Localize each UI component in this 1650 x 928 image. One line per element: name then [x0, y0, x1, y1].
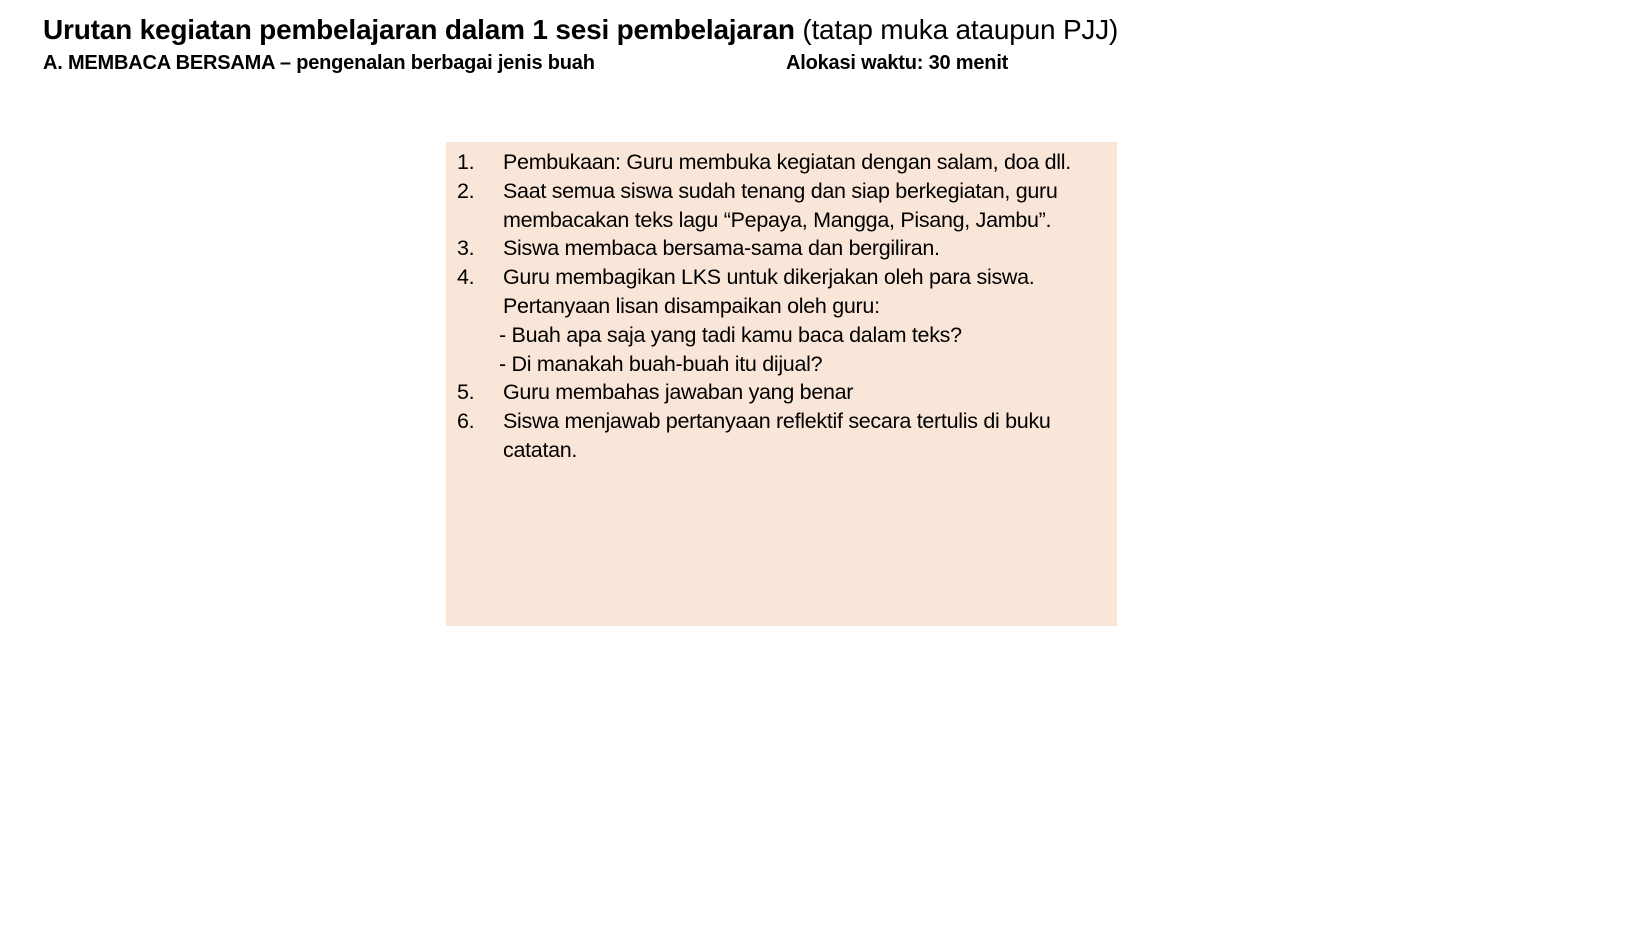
page-title: [43, 13, 1118, 47]
step-text: Siswa membaca bersama-sama dan bergiliran.: [503, 236, 940, 261]
step-6-continuation: [446, 436, 1117, 465]
page-title-main: Urutan kegiatan pembelajaran dalam 1 sesi pembelajaran: [43, 14, 795, 45]
question-text: - Buah apa saja yang tadi kamu baca dalam teks?: [499, 322, 962, 347]
step-text: membacakan teks lagu “Pepaya, Mangga, Pisang, Jambu”.: [503, 207, 1052, 232]
step-text: Siswa menjawab pertanyaan reflektif secara tertulis di buku: [503, 409, 1051, 434]
step-4-question-2: [446, 350, 1117, 379]
step-2-continuation: [446, 206, 1117, 235]
step-2: [446, 177, 1117, 206]
step-number: 3.: [457, 236, 475, 261]
step-number: 2.: [457, 178, 475, 203]
step-3: [446, 234, 1117, 263]
step-number: 6.: [457, 409, 475, 434]
step-text: Guru membagikan LKS untuk dikerjakan oleh para siswa.: [503, 265, 1035, 290]
step-text: catatan.: [503, 437, 578, 462]
step-text: Guru membahas jawaban yang benar: [503, 380, 854, 405]
step-text: Pembukaan: Guru membuka kegiatan dengan salam, doa dll.: [503, 150, 1071, 174]
step-6: [446, 407, 1117, 436]
step-4-continuation: [446, 292, 1117, 321]
section-subtitle: A. MEMBACA BERSAMA – pengenalan berbagai jenis buah: [43, 52, 595, 74]
step-1: [446, 148, 1117, 177]
step-4: [446, 263, 1117, 292]
page-title-note: (tatap muka ataupun PJJ): [794, 14, 1119, 45]
time-allocation: Alokasi waktu: 30 menit: [786, 52, 1009, 74]
activity-steps-box: [446, 142, 1117, 626]
step-5: [446, 378, 1117, 407]
step-number: 5.: [457, 380, 475, 405]
step-number: 1.: [457, 150, 475, 174]
step-text: Saat semua siswa sudah tenang dan siap berkegiatan, guru: [503, 178, 1058, 203]
step-number: 4.: [457, 265, 475, 290]
question-text: - Di manakah buah-buah itu dijual?: [499, 351, 823, 376]
step-4-question-1: [446, 321, 1117, 350]
step-text: Pertanyaan lisan disampaikan oleh guru:: [503, 293, 880, 318]
